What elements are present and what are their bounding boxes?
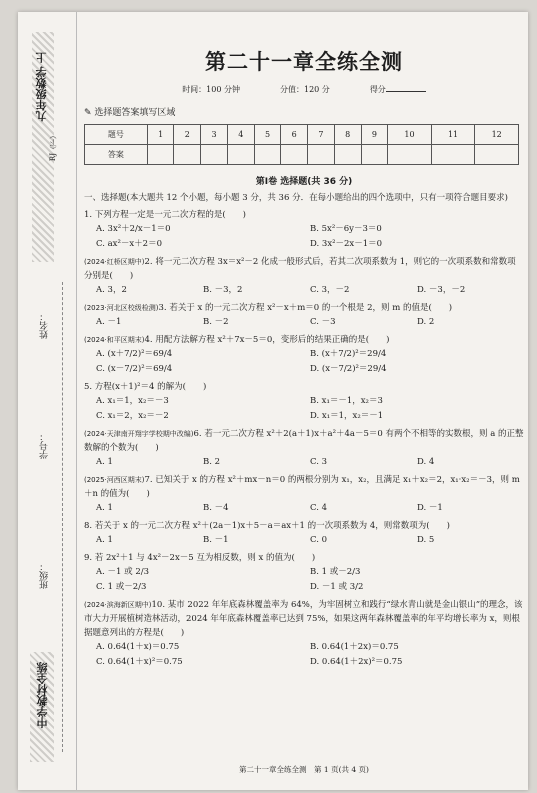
question-source: (2024·滨海新区期中) (84, 601, 152, 609)
section-intro: 一、选择题(本大题共 12 个小题，每小题 3 分，共 36 分．在每小题给出的四个选项中，只有一项符合题目要求) (84, 193, 508, 203)
answer-option: A. 3，2 (96, 285, 127, 295)
answer-cell[interactable] (431, 145, 475, 165)
question-source: (2024·和平区期末) (84, 336, 145, 344)
question-stem: 7. 已知关于 x 的方程 x²＋mx－n＝0 的两根分别为 x₁，x₂，且满足 x₁＋x₂＝2，x₁·x₂＝－3，则 m＋n 的值为( ) (84, 475, 520, 499)
answer-option: D. x₁＝1，x₂＝－1 (310, 411, 384, 421)
answer-option: B. 5x²－6y－3＝0 (310, 224, 382, 234)
answer-cell[interactable] (308, 145, 335, 165)
question (84, 473, 524, 501)
exam-content (84, 12, 524, 774)
answer-option: C. 1 或－2/3 (96, 582, 147, 592)
answer-cell[interactable] (388, 145, 432, 165)
page-footer: 第二十一章全练全测 第 1 页(共 4 页) (239, 765, 369, 774)
question (84, 427, 524, 455)
row-head-number: 题号 (85, 125, 148, 145)
option-list (84, 394, 524, 424)
question-number-cell: 10 (388, 125, 432, 145)
question-source: (2023·河北区校级检测) (84, 304, 159, 312)
name-field-label: 姓名： (40, 312, 50, 339)
answer-option: C. －3 (310, 317, 336, 327)
answer-cell[interactable] (361, 145, 388, 165)
spine-subtitle: RJ（下） (49, 132, 57, 162)
exam-sheet (18, 12, 528, 790)
answer-option: C. x₁＝2，x₂＝－2 (96, 411, 169, 421)
answer-option: C. 4 (310, 503, 328, 513)
option-list (84, 533, 524, 548)
question (84, 255, 524, 283)
cut-line (62, 282, 63, 752)
answer-option: C. ax²－x＋2＝0 (96, 239, 162, 249)
score-field: 得分 (370, 84, 426, 95)
spine-title: 九年级数学 上 (35, 52, 48, 122)
question-number-cell: 11 (431, 125, 475, 145)
answer-option: B. 0.64(1＋2x)＝0.75 (310, 642, 399, 652)
answer-option: C. 0 (310, 535, 328, 545)
answer-option: B. 2 (203, 457, 221, 467)
option-list (84, 640, 524, 670)
answer-option: B. x₁＝－1，x₂＝3 (310, 396, 383, 406)
student-id-field-label: 学号： (40, 432, 50, 459)
answer-option: C. (x－7/2)²＝69/4 (96, 364, 173, 374)
answer-option: A. 1 (96, 503, 113, 513)
answer-table (84, 124, 519, 165)
answer-cell[interactable] (254, 145, 281, 165)
question-number-cell: 4 (227, 125, 254, 145)
question-stem: 4. 用配方法解方程 x²＋7x－5＝0，变形后的结果正确的是( ) (144, 335, 390, 345)
question-number-cell: 12 (475, 125, 519, 145)
answer-option: A. 3x²＋2/x－1＝0 (96, 224, 171, 234)
question-source: (2024·天津南开翔宇学校期中改编) (84, 430, 194, 438)
answer-option: B. －4 (203, 503, 229, 513)
question-number-cell: 2 (174, 125, 201, 145)
question-number-row (85, 125, 519, 145)
option-list (84, 501, 524, 516)
question-source: (2025·河西区期末) (84, 476, 145, 484)
time-limit: 时间：100 分钟 (182, 85, 240, 94)
question (84, 380, 524, 394)
page-title: 第二十一章全练全测 (205, 49, 403, 74)
answer-option: D. －3，－2 (417, 285, 466, 295)
question-stem: 9. 若 2x²＋1 与 4x²－2x－5 互为相反数，则 x 的值为( ) (84, 553, 316, 563)
question-stem: 8. 若关于 x 的一元二次方程 x²＋(2a－1)x＋5－a＝ax＋1 的一次项系数为 4，则常数项为( ) (84, 521, 450, 531)
question (84, 333, 524, 347)
total-score: 分值：120 分 (280, 85, 330, 94)
part-title: 第Ⅰ卷 选择题(共 36 分) (255, 177, 353, 187)
answer-option: C. 3 (310, 457, 328, 467)
option-list (84, 283, 524, 298)
question (84, 301, 524, 315)
question-stem: 5. 方程(x＋1)²＝4 的解为( ) (84, 382, 207, 392)
question-number-cell: 3 (201, 125, 228, 145)
answer-option: D. －1 (417, 503, 443, 513)
answer-option: A. x₁＝1，x₂＝－3 (96, 396, 169, 406)
question (84, 598, 524, 640)
answer-option: D. 5 (417, 535, 435, 545)
score-blank[interactable] (386, 91, 426, 92)
answer-option: B. －2 (203, 317, 229, 327)
question-number-cell: 1 (147, 125, 174, 145)
answer-option: D. 3x²－2x－1＝0 (310, 239, 383, 249)
answer-option: A. (x＋7/2)²＝69/4 (96, 349, 173, 359)
answer-cell[interactable] (147, 145, 174, 165)
question-number-cell: 7 (308, 125, 335, 145)
question-number-cell: 9 (361, 125, 388, 145)
answer-option: A. 0.64(1＋x)＝0.75 (96, 642, 180, 652)
option-list (84, 315, 524, 330)
question (84, 519, 524, 533)
option-list (84, 455, 524, 470)
binding-gutter (18, 12, 77, 790)
question-source: (2024·红桥区期中) (84, 258, 145, 266)
answer-cell[interactable] (227, 145, 254, 165)
option-list (84, 565, 524, 595)
class-field-label: 班级： (40, 562, 50, 589)
answer-option: C. 0.64(1＋x)²＝0.75 (96, 657, 183, 667)
question (84, 208, 524, 222)
question-stem: 1. 下列方程一定是一元二次方程的是( ) (84, 210, 246, 220)
option-list (84, 347, 524, 377)
question-stem: 10. 某市 2022 年年底森林覆盖率为 64%，为牢固树立和践行“绿水青山就是金山银山”的理念，该市大力开展植树造林活动，2024 年年底森林覆盖率已达到 75%，如果这两年森林覆盖率的年平均增长率为 x，则根据题意列出的方程是( ) (84, 600, 523, 638)
answer-option: C. 3，－2 (310, 285, 350, 295)
answer-option: A. －1 (96, 317, 122, 327)
answer-option: B. －1 (203, 535, 229, 545)
answer-cell[interactable] (174, 145, 201, 165)
answer-option: D. －1 或 3/2 (310, 582, 364, 592)
answer-cell[interactable] (475, 145, 519, 165)
answer-option: A. －1 或 2/3 (96, 567, 150, 577)
answer-option: D. 4 (417, 457, 435, 467)
answer-option: A. 1 (96, 535, 113, 545)
answer-option: B. －3，2 (203, 285, 243, 295)
question (84, 551, 524, 565)
question-number-cell: 8 (334, 125, 361, 145)
question-stem: 3. 若关于 x 的一元二次方程 x²－x＋m＝0 的一个根是 2，则 m 的值是( ) (158, 303, 453, 313)
exam-info (84, 84, 524, 95)
question-stem: 6. 若一元二次方程 x²＋2(a＋1)x＋a²＋4a－5＝0 有两个不相等的实数根，则 a 的正整数解的个数为( ) (84, 429, 524, 453)
brand-label: 中学教材全练 (36, 662, 49, 728)
question-list (84, 208, 524, 670)
answer-option: D. 2 (417, 317, 435, 327)
row-head-answer: 答案 (85, 145, 148, 165)
answer-cell[interactable] (281, 145, 308, 165)
answer-cell[interactable] (334, 145, 361, 165)
option-list (84, 222, 524, 252)
answer-area-label: ✎ 选择题答案填写区域 (84, 108, 176, 118)
answer-option: B. 1 或－2/3 (310, 567, 361, 577)
question-stem: 2. 将一元二次方程 3x＝x²－2 化成一般形式后，若其二次项系数为 1，则它的一次项系数和常数项分别是( ) (84, 257, 516, 281)
answer-option: A. 1 (96, 457, 113, 467)
question-number-cell: 5 (254, 125, 281, 145)
answer-option: D. (x－7/2)²＝29/4 (310, 364, 387, 374)
answer-cell[interactable] (201, 145, 228, 165)
answer-option: D. 0.64(1＋2x)²＝0.75 (310, 657, 403, 667)
question-number-cell: 6 (281, 125, 308, 145)
answer-option: B. (x＋7/2)²＝29/4 (310, 349, 387, 359)
answer-row (85, 145, 519, 165)
